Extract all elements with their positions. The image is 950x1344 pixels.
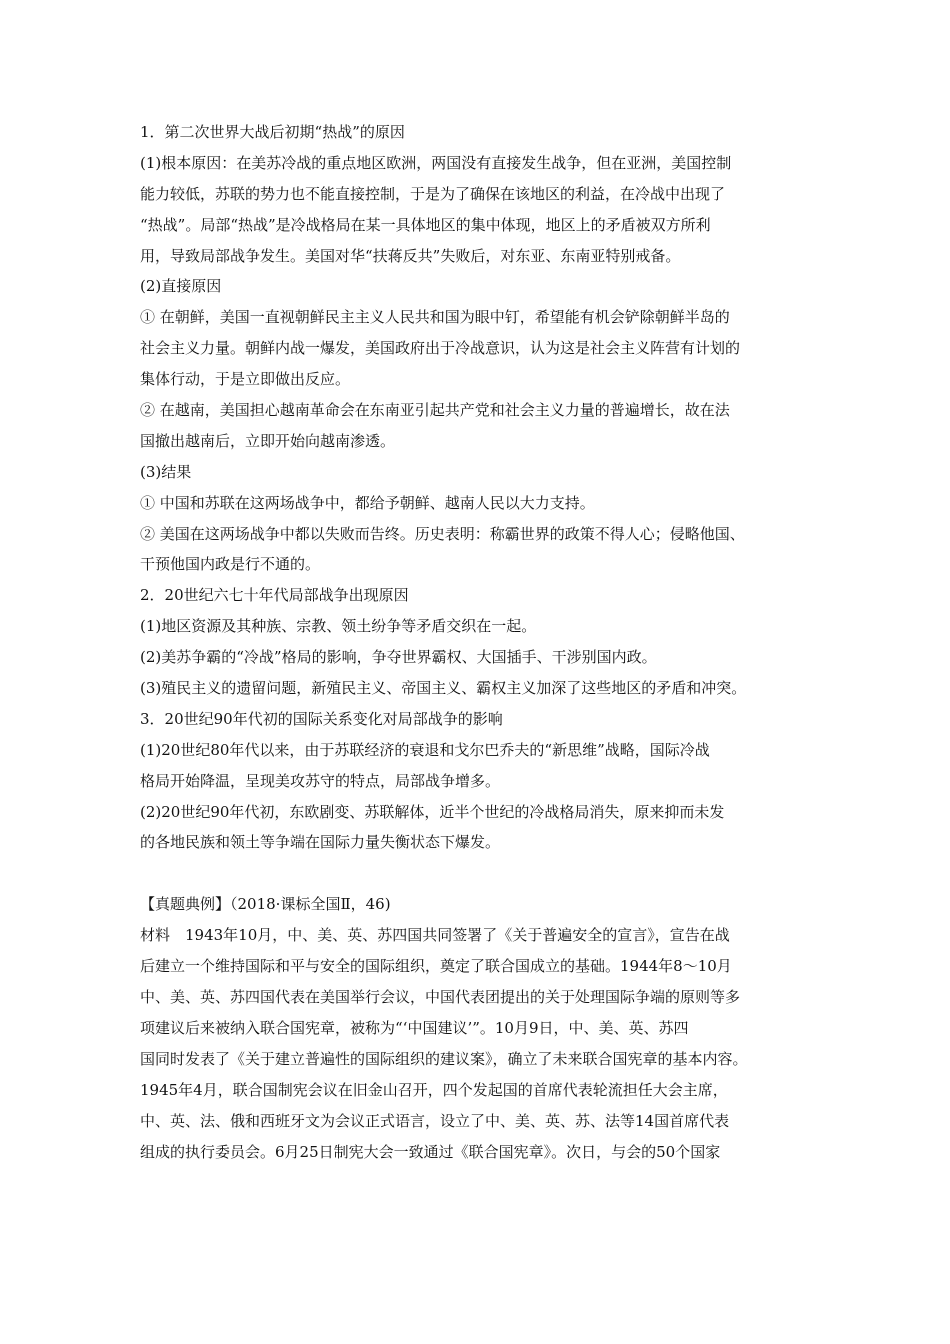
material-line: 组成的执行委员会。6月25日制宪大会一致通过《联合国宪章》。次日，与会的50个国家 (140, 1142, 721, 1161)
paragraph-line: 集体行动，于是立即做出反应。 (140, 370, 351, 389)
paragraph-line: 国撤出越南后，立即开始向越南渗透。 (140, 431, 396, 450)
material-line: 项建议后来被纳入联合国宪章，被称为“‘中国建议’”。10月9日，中、美、英、苏四 (140, 1018, 689, 1037)
heading-3: 3．20世纪90年代初的国际关系变化对局部战争的影响 (140, 709, 503, 728)
paragraph-line: (1)20世纪80年代以来，由于苏联经济的衰退和戈尔巴乔夫的“新思维”战略，国际冷战 (140, 740, 710, 759)
material-line: 中、英、法、俄和西班牙文为会议正式语言，设立了中、美、英、苏、法等14国首席代表 (140, 1111, 730, 1130)
section-analysis (140, 117, 820, 858)
paragraph-line: 能力较低，苏联的势力也不能直接控制，于是为了确保在该地区的利益，在冷战中出现了 (140, 184, 726, 203)
paragraph-line: ② 美国在这两场战争中都以失败而告终。历史表明：称霸世界的政策不得人心；侵略他国、 (140, 524, 745, 543)
paragraph-line: (3)殖民主义的遗留问题，新殖民主义、帝国主义、霸权主义加深了这些地区的矛盾和冲突。 (140, 679, 747, 698)
paragraph-line: ① 中国和苏联在这两场战争中，都给予朝鲜、越南人民以大力支持。 (140, 493, 595, 512)
heading-2: 2．20世纪六七十年代局部战争出现原因 (140, 586, 409, 605)
material-line: 材料 1943年10月，中、美、英、苏四国共同签署了《关于普遍安全的宣言》，宣告在战 (140, 926, 730, 945)
subheading: (2)直接原因 (140, 277, 222, 296)
paragraph-line: 格局开始降温，呈现美攻苏守的特点，局部战争增多。 (140, 771, 501, 790)
document-body (140, 117, 820, 1167)
material-line: 国同时发表了《关于建立普遍性的国际组织的建议案》，确立了未来联合国宪章的基本内容。 (140, 1049, 748, 1068)
heading-1: 1．第二次世界大战后初期“热战”的原因 (140, 123, 405, 141)
paragraph-line: 社会主义力量。朝鲜内战一爆发，美国政府出于冷战意识，认为这是社会主义阵营有计划的 (140, 339, 741, 358)
example-heading: 【真题典例】（2018·课标全国Ⅱ，46) (140, 895, 391, 914)
section-gap (140, 858, 820, 889)
paragraph-line: “热战”。局部“热战”是冷战格局在某一具体地区的集中体现，地区上的矛盾被双方所利 (140, 215, 711, 234)
paragraph-line: ① 在朝鲜，美国一直视朝鲜民主主义人民共和国为眼中钉，希望能有机会铲除朝鲜半岛的 (140, 308, 730, 327)
paragraph-line: (2)20世纪90年代初，东欧剧变、苏联解体，近半个世纪的冷战格局消失，原来抑而未发 (140, 802, 725, 821)
paragraph-line: 干预他国内政是行不通的。 (140, 555, 321, 574)
paragraph-line: 用，导致局部战争发生。美国对华“扶蒋反共”失败后，对东亚、东南亚特别戒备。 (140, 246, 681, 265)
paragraph-line: (1)根本原因：在美苏冷战的重点地区欧洲，两国没有直接发生战争，但在亚洲，美国控制 (140, 153, 732, 172)
material-line: 后建立一个维持国际和平与安全的国际组织，奠定了联合国成立的基础。1944年8～10月 (140, 957, 732, 976)
paragraph-line: ② 在越南，美国担心越南革命会在东南亚引起共产党和社会主义力量的普遍增长，故在法 (140, 401, 730, 420)
subheading: (3)结果 (140, 462, 192, 481)
material-line: 中、美、英、苏四国代表在美国举行会议，中国代表团提出的关于处理国际争端的原则等多 (140, 988, 741, 1007)
paragraph-line: 的各地民族和领土等争端在国际力量失衡状态下爆发。 (140, 833, 501, 852)
paragraph-line: (1)地区资源及其种族、宗教、领土纷争等矛盾交织在一起。 (140, 617, 537, 636)
section-example (140, 889, 820, 1167)
paragraph-line: (2)美苏争霸的“冷战”格局的影响，争夺世界霸权、大国插手、干涉别国内政。 (140, 648, 657, 667)
material-line: 1945年4月，联合国制宪会议在旧金山召开，四个发起国的首席代表轮流担任大会主席， (140, 1080, 728, 1099)
